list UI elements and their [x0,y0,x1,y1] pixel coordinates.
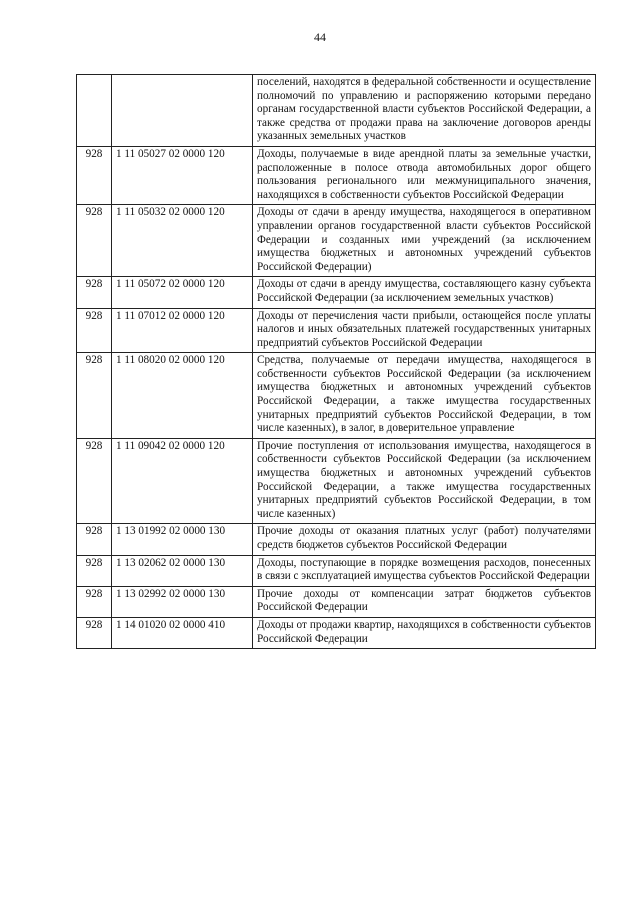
table-row [77,146,596,204]
revenue-code-cell: 1 13 02062 02 0000 130 [112,555,253,586]
table-row [77,75,596,147]
revenue-code-cell: 1 14 01020 02 0000 410 [112,617,253,648]
revenue-code-cell: 1 11 09042 02 0000 120 [112,438,253,524]
table-row [77,277,596,308]
revenue-code-cell: 1 11 05072 02 0000 120 [112,277,253,308]
revenue-name-cell: Средства, получаемые от передачи имущества, находящегося в собственности субъектов Российской Федерации (за исключением имущества бюджетных и автономных учреждений субъектов Российской Федерации, а также имущества государственных унитарных предприятий субъектов Российской Федерации, в том числе казенных), в залог, в доверительное управление [253,353,596,439]
revenue-name-cell: Прочие доходы от оказания платных услуг (работ) получателями средств бюджетов субъектов Российской Федерации [253,524,596,555]
table-row [77,617,596,648]
revenue-name-cell: Доходы, получаемые в виде арендной платы за земельные участки, расположенные в полосе отвода автомобильных дорог общего пользования регионального или межмуниципального значения, находящихся в собственности субъектов Российской Федерации [253,146,596,204]
revenue-code-cell: 1 13 01992 02 0000 130 [112,524,253,555]
revenue-code-cell: 1 11 08020 02 0000 120 [112,353,253,439]
table-row [77,353,596,439]
revenue-name-cell: Доходы, поступающие в порядке возмещения расходов, понесенных в связи с эксплуатацией имущества субъектов Российской Федерации [253,555,596,586]
admin-code-cell: 928 [77,617,112,648]
table-row [77,524,596,555]
revenue-code-cell: 1 11 05032 02 0000 120 [112,205,253,277]
admin-code-cell: 928 [77,205,112,277]
revenue-name-cell: поселений, находятся в федеральной собственности и осуществление полномочий по управлению и распоряжению которыми передано органам государственной власти субъектов Российской Федерации, а также средства от продажи права на заключение договоров аренды указанных земельных участков [253,75,596,147]
admin-code-cell: 928 [77,586,112,617]
admin-code-cell [77,75,112,147]
admin-code-cell: 928 [77,146,112,204]
revenue-name-cell: Доходы от продажи квартир, находящихся в собственности субъектов Российской Федерации [253,617,596,648]
revenue-code-cell [112,75,253,147]
admin-code-cell: 928 [77,438,112,524]
admin-code-cell: 928 [77,308,112,353]
table-row [77,308,596,353]
revenue-classification-table [76,74,596,649]
admin-code-cell: 928 [77,524,112,555]
admin-code-cell: 928 [77,555,112,586]
admin-code-cell: 928 [77,277,112,308]
admin-code-cell: 928 [77,353,112,439]
table-row [77,586,596,617]
revenue-name-cell: Доходы от перечисления части прибыли, остающейся после уплаты налогов и иных обязательных платежей государственных унитарных предприятий субъектов Российской Федерации [253,308,596,353]
revenue-name-cell: Прочие доходы от компенсации затрат бюджетов субъектов Российской Федерации [253,586,596,617]
table-row [77,205,596,277]
page-number: 44 [314,30,326,44]
revenue-code-cell: 1 11 05027 02 0000 120 [112,146,253,204]
revenue-name-cell: Доходы от сдачи в аренду имущества, составляющего казну субъекта Российской Федерации (за исключением земельных участков) [253,277,596,308]
table-row [77,438,596,524]
table-row [77,555,596,586]
revenue-code-cell: 1 11 07012 02 0000 120 [112,308,253,353]
revenue-name-cell: Доходы от сдачи в аренду имущества, находящегося в оперативном управлении органов государственной власти субъектов Российской Федерации и созданных ими учреждений (за исключением имущества бюджетных и автономных учреждений субъектов Российской Федерации) [253,205,596,277]
revenue-code-cell: 1 13 02992 02 0000 130 [112,586,253,617]
revenue-name-cell: Прочие поступления от использования имущества, находящегося в собственности субъектов Российской Федерации (за исключением имущества бюджетных и автономных учреждений субъектов Российской Федерации, а также имущества государственных унитарных предприятий субъектов Российской Федерации, в том числе казенных) [253,438,596,524]
